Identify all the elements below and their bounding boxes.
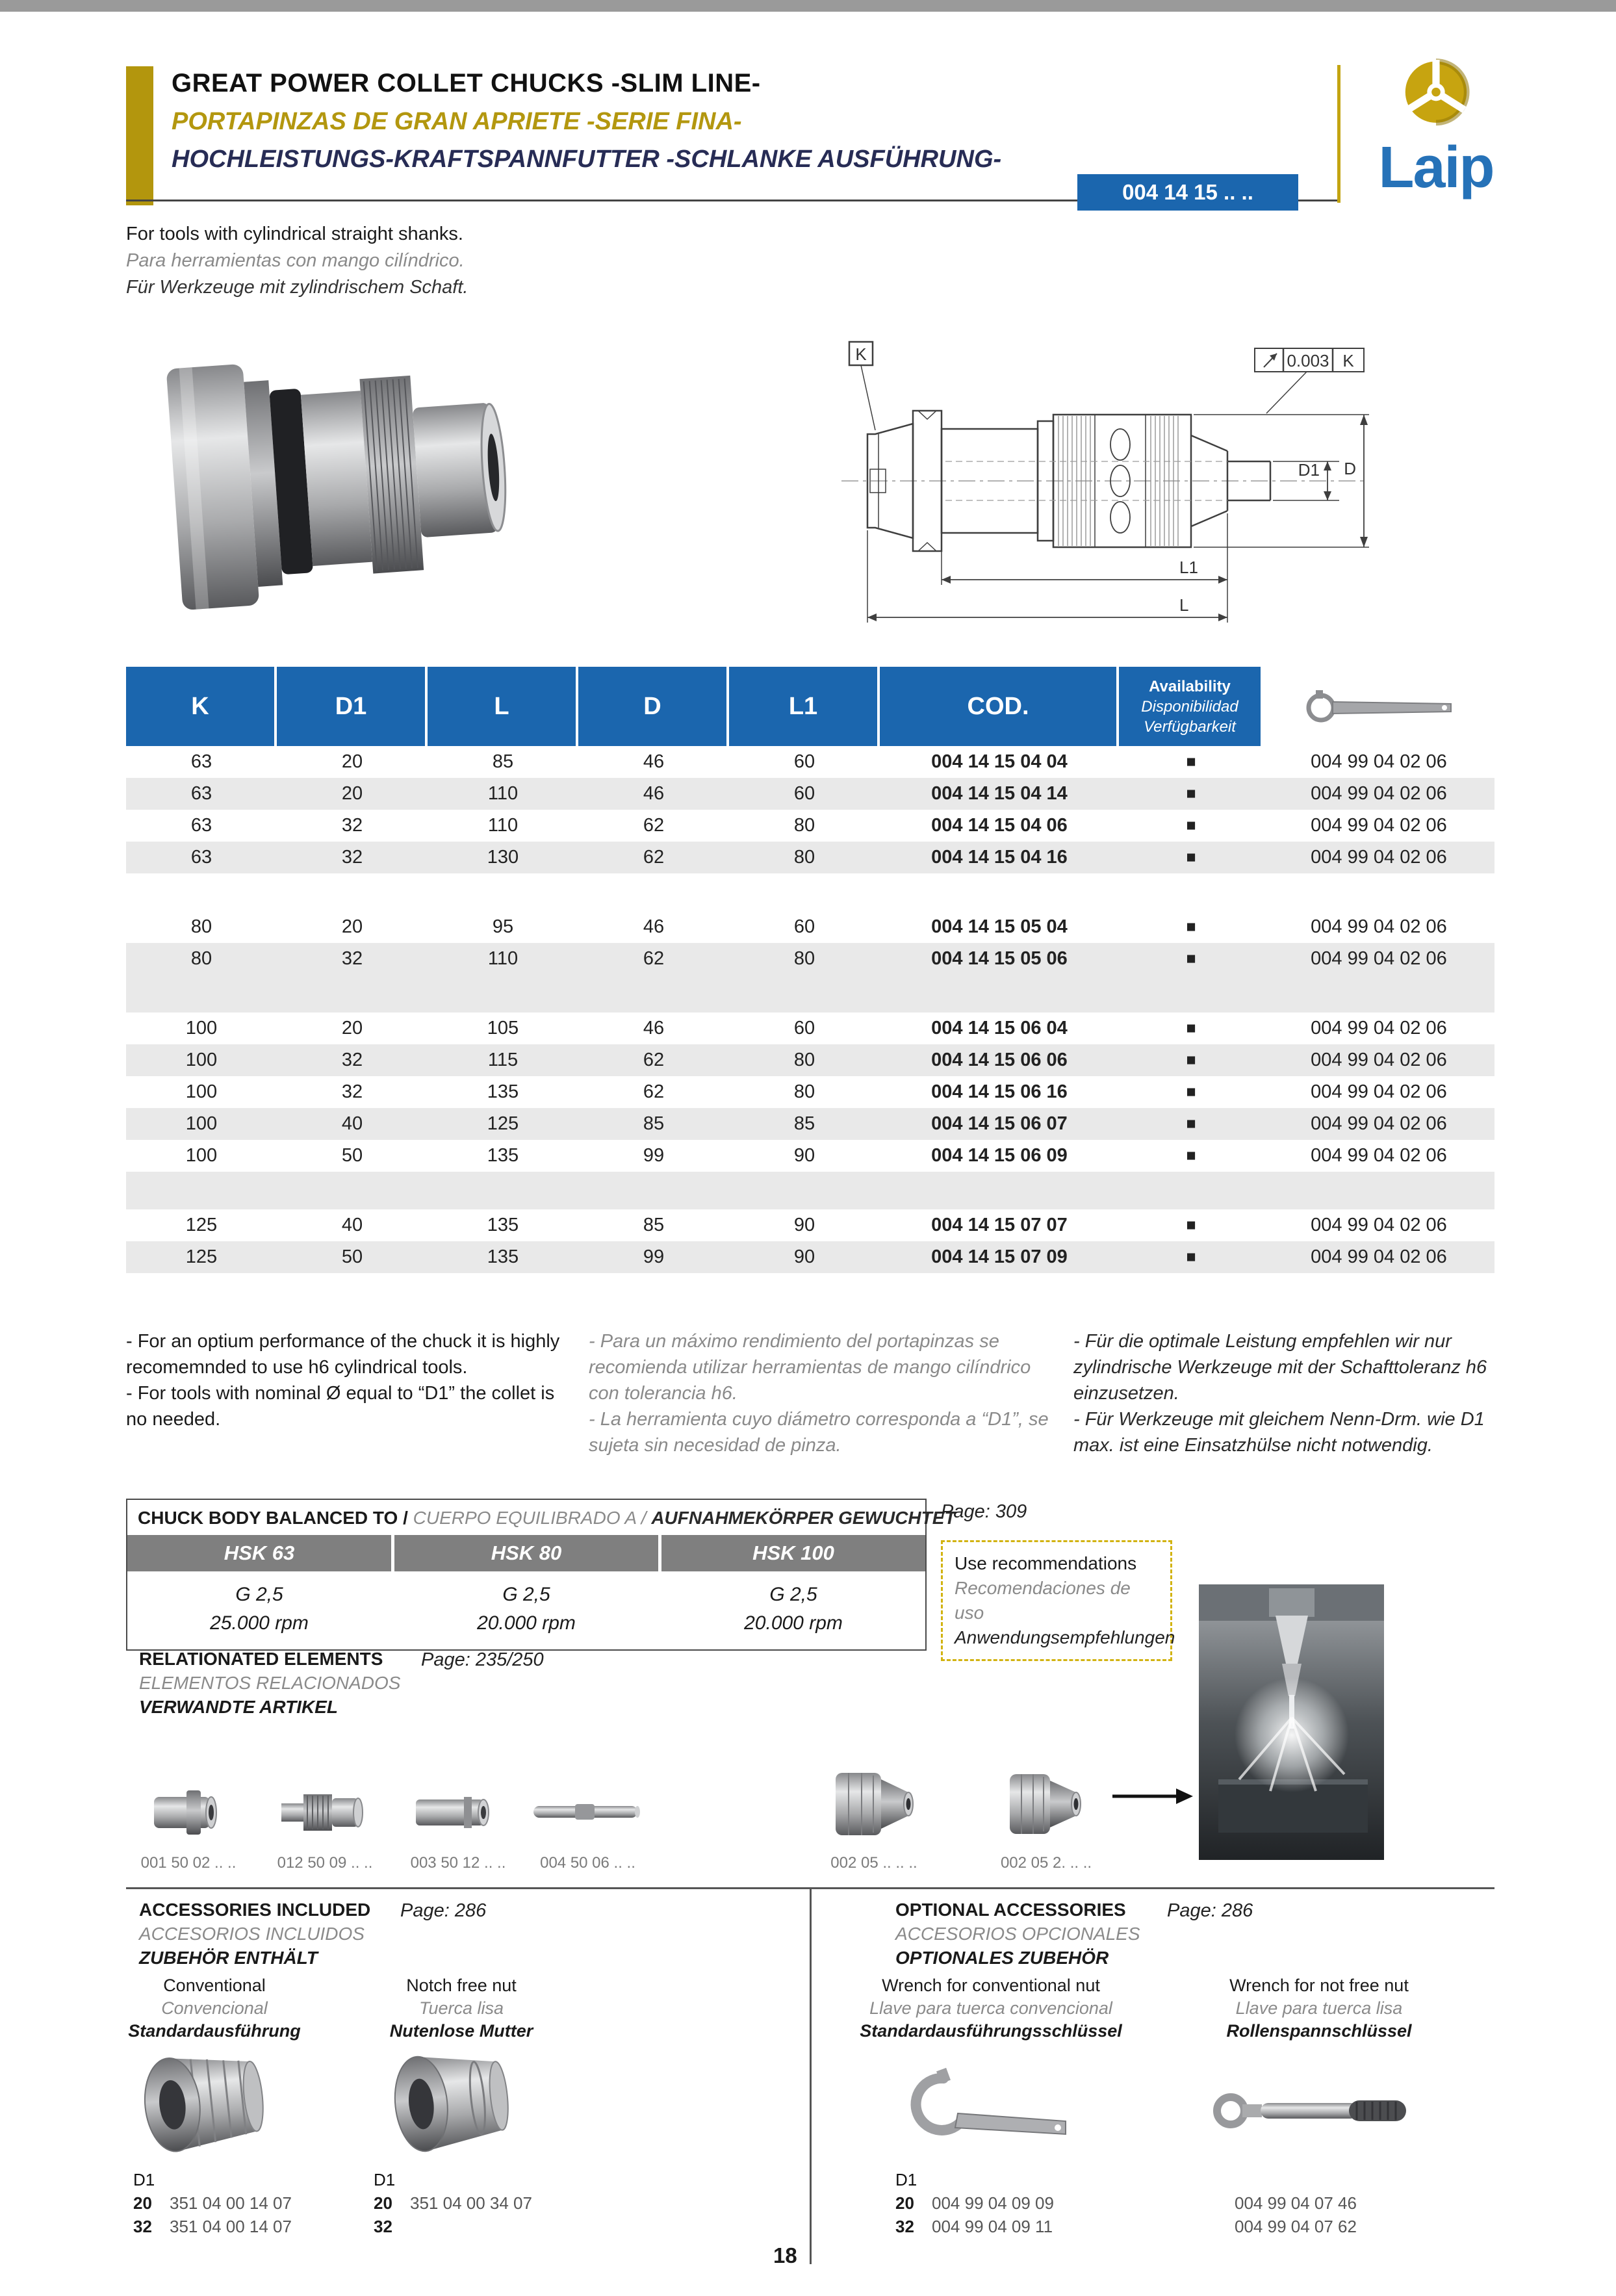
arrow-right-icon [1112,1783,1193,1812]
svg-text:0.003: 0.003 [1287,351,1329,370]
cell-wrench-code: 004 99 04 02 06 [1311,1050,1447,1070]
balanced-col-hsk100: HSK 100 G 2,5 20.000 rpm [661,1535,925,1649]
cell-d: 46 [643,1018,665,1038]
balanced-columns [127,1535,925,1649]
page-number: 18 [773,2243,797,2267]
cell-l1: 90 [793,1215,815,1235]
cell-d1: 20 [341,1018,363,1038]
table-row [126,1172,1494,1209]
page-ref-309: Page: 309 [941,1501,1027,1522]
cell-l1: 80 [793,1081,815,1102]
availability-marker: ■ [1186,949,1196,968]
cell-d [578,873,729,911]
cell-cod: 004 14 15 04 04 [931,751,1068,772]
cell-d1: 32 [341,847,363,868]
table-header-row [126,667,1494,746]
svg-text:D1: D1 [1298,460,1320,480]
cell-wrench-code: 004 99 04 02 06 [1311,1246,1447,1267]
related-item-image [812,1738,936,1845]
header-accent-bar [126,66,153,205]
product-photo [149,316,526,644]
cell-d1: 50 [341,1145,363,1166]
cell-k: 100 [185,1018,218,1038]
note-es: - Para un máximo rendimiento del portapinzas se recomienda utilizar herramientas de mango cilíndrico con tolerancia h6. - La herramienta cuyo diámetro corresponda a “D1”, se sujeta sin necesidad de pinza. [589,1331,1049,1456]
cell-l: 110 [487,948,519,969]
page-title-de: HOCHLEISTUNGS-KRAFTSPANNFUTTER -SCHLANKE AUSFÜHRUNG- [172,146,1002,173]
page-ref-286-left: Page: 286 [400,1900,487,1921]
cell-d1: 32 [341,948,363,969]
cell-d: 46 [643,783,665,804]
cell-d: 85 [643,1215,665,1235]
cell-k: 80 [190,916,212,937]
cell-cod: 004 14 15 07 09 [931,1246,1068,1267]
laip-logo-text: Laip [1378,135,1494,200]
page-title-es: PORTAPINZAS DE GRAN APRIETE -SERIE FINA- [172,108,742,135]
cell-cod: 004 14 15 06 16 [931,1081,1068,1102]
cell-l1: 80 [793,948,815,969]
cell-d1: 32 [341,1081,363,1102]
table-row [126,1209,1494,1241]
availability-marker: ■ [1186,1115,1196,1133]
accessories-title: ACCESSORIES INCLUDED ACCESORIOS INCLUIDOS ZUBEHÖR ENTHÄLT [139,1900,371,1968]
cell-d: 85 [643,1113,665,1134]
availability-marker [1119,1172,1263,1209]
cell-l: 135 [487,1081,519,1102]
related-item-image [984,1738,1108,1845]
cell-k: 63 [190,751,212,772]
table-row [126,1076,1494,1108]
cell-wrench-code [1263,975,1494,1013]
hook-wrench-image [910,2059,1085,2160]
related-item-image [136,1738,240,1845]
pin-wrench-image [1209,2075,1410,2150]
cell-l1: 60 [793,783,815,804]
optional-title: OPTIONAL ACCESSORIES ACCESORIOS OPCIONALES OPTIONALES ZUBEHÖR [895,1900,1140,1968]
availability-marker: ■ [1186,848,1196,866]
page-ref-235: Page: 235/250 [421,1649,544,1670]
svg-text:K: K [1342,351,1354,370]
header-l: L [428,667,578,746]
cell-wrench-code: 004 99 04 02 06 [1311,1113,1447,1134]
availability-marker: ■ [1186,784,1196,803]
related-title: RELATIONATED ELEMENTS ELEMENTOS RELACIONADOS VERWANDTE ARTIKEL [139,1649,401,1717]
table-row [126,1241,1494,1273]
table-row [126,1044,1494,1076]
related-item-image [528,1738,648,1845]
cell-d1: 20 [341,751,363,772]
cell-l: 95 [492,916,514,937]
conventional-nut-image [133,2041,296,2164]
cell-cod: 004 14 15 06 09 [931,1145,1068,1166]
balanced-col-hsk80: HSK 80 G 2,5 20.000 rpm [394,1535,658,1649]
cell-d1: 40 [341,1215,363,1235]
cell-k: 100 [185,1081,218,1102]
cell-d1: 50 [341,1246,363,1267]
cell-l: 130 [487,847,519,868]
cell-wrench-code: 004 99 04 02 06 [1311,751,1447,772]
cell-l1 [729,1172,880,1209]
cell-k: 63 [190,815,212,836]
availability-marker: ■ [1186,918,1196,936]
cell-wrench-code: 004 99 04 02 06 [1311,1018,1447,1038]
availability-marker: ■ [1186,1146,1196,1165]
availability-marker: ■ [1186,1248,1196,1266]
cell-wrench-code [1263,873,1494,911]
intro-en: For tools with cylindrical straight shanks. [126,224,463,244]
table-row [126,778,1494,810]
cell-cod: 004 14 15 05 04 [931,916,1068,937]
table-row [126,911,1494,943]
cell-k: 100 [185,1050,218,1070]
svg-text:K: K [855,344,867,364]
notchfree-nut-image [383,2038,539,2165]
header-k: K [126,667,277,746]
cell-d1: 32 [341,1050,363,1070]
cell-cod: 004 14 15 06 06 [931,1050,1068,1070]
notchfree-nut-codes: D1 20 351 04 00 34 07 32 [374,2170,532,2236]
availability-marker [1119,975,1263,1013]
cell-k [126,975,277,1013]
cell-l1: 80 [793,1050,815,1070]
cell-l1: 60 [793,1018,815,1038]
cell-wrench-code: 004 99 04 02 06 [1311,1215,1447,1235]
cell-wrench-code: 004 99 04 02 06 [1311,1145,1447,1166]
use-recommendations: Use recommendations Recomendaciones de uso Anwendungsempfehlungen [941,1540,1172,1661]
table-row [126,1108,1494,1140]
table-row [126,1140,1494,1172]
cell-wrench-code: 004 99 04 02 06 [1311,916,1447,937]
table-row [126,975,1494,1013]
cell-l: 125 [487,1113,519,1134]
related-item: 002 05 2. .. .. [984,1738,1108,1872]
cell-d: 99 [643,1246,665,1267]
cell-k: 80 [190,948,212,969]
note-en: - For an optium performance of the chuck it is highly recomemnded to use h6 cylindrical tools. - For tools with nominal Ø equal to “D1” the collet is no needed. [126,1331,560,1430]
laip-logo [1358,53,1514,200]
cell-d: 46 [643,916,665,937]
cell-l1: 85 [793,1113,815,1134]
cell-k [126,1172,277,1209]
table-row [126,842,1494,873]
cell-d: 62 [643,948,665,969]
cell-l1: 80 [793,847,815,868]
svg-text:D: D [1344,459,1356,478]
cell-cod: 004 14 15 07 07 [931,1215,1068,1235]
table-row [126,746,1494,778]
cell-wrench-code: 004 99 04 02 06 [1311,1081,1447,1102]
cell-d [578,1172,729,1209]
cell-k: 100 [185,1145,218,1166]
cell-wrench-code [1263,1172,1494,1209]
conventional-nut-codes: D1 20 351 04 00 14 07 32 351 04 00 14 07 [133,2170,292,2236]
cell-l [428,975,578,1013]
intro-block [126,221,468,301]
machining-photo [1199,1584,1384,1860]
intro-es: Para herramientas con mango cilíndrico. [126,250,465,271]
optional-name-hook-wrench: Wrench for conventional nut Llave para tuerca convencional Standardausführungsschlüssel [860,1976,1122,2041]
cell-wrench-code: 004 99 04 02 06 [1311,847,1447,868]
cell-l1: 90 [793,1246,815,1267]
cell-cod: 004 14 15 04 06 [931,815,1068,836]
cell-k: 63 [190,847,212,868]
hook-spanner-icon [1298,684,1460,729]
cell-l1: 60 [793,916,815,937]
header-d: D [578,667,729,746]
cell-l1: 60 [793,751,815,772]
header-availability: Availability Disponibilidad Verfügbarkeit [1119,667,1263,746]
cell-d: 99 [643,1145,665,1166]
cell-d [578,975,729,1013]
cell-cod: 004 14 15 05 06 [931,948,1068,969]
header-l1: L1 [729,667,880,746]
cell-l: 115 [487,1050,519,1070]
hook-wrench-codes: D1 20 004 99 04 09 09 32 004 99 04 09 11 [895,2170,1054,2236]
note-de: - Für die optimale Leistung empfehlen wir nur zylindrische Werkzeuge mit der Schafttoleranz h6 einzusetzen. - Für Werkzeuge mit gleichem Nenn-Drm. wie D1 max. ist eine Einsatzhülse nicht notwendig. [1073,1331,1487,1456]
cell-l: 105 [487,1018,519,1038]
cell-l: 135 [487,1215,519,1235]
cell-d1 [277,1172,428,1209]
cell-d1: 40 [341,1113,363,1134]
cell-d1 [277,975,428,1013]
header-cod: COD. [880,667,1119,746]
svg-text:L: L [1179,595,1189,615]
header-wrench [1263,667,1494,746]
cell-l1 [729,975,880,1013]
catalog-page [0,12,1616,2296]
dimensions-table [126,667,1494,1273]
availability-marker: ■ [1186,816,1196,834]
availability-marker: ■ [1186,753,1196,771]
cell-d: 62 [643,815,665,836]
page-title-en: GREAT POWER COLLET CHUCKS -SLIM LINE- [172,69,761,97]
availability-marker [1119,873,1263,911]
table-row [126,810,1494,842]
cell-l1 [729,873,880,911]
cell-d: 62 [643,847,665,868]
bottom-divider-vertical [810,1887,812,2264]
related-item: 012 50 09 .. .. [266,1738,383,1872]
cell-l: 85 [492,751,514,772]
laip-logo-icon [1387,53,1485,136]
availability-marker: ■ [1186,1216,1196,1234]
cell-d: 46 [643,751,665,772]
cell-wrench-code: 004 99 04 02 06 [1311,815,1447,836]
cell-cod: 004 14 15 04 16 [931,847,1068,868]
related-item: 003 50 12 .. .. [403,1738,513,1872]
cell-k: 125 [185,1215,218,1235]
cell-cod: 004 14 15 04 14 [931,783,1068,804]
cell-k: 125 [185,1246,218,1267]
cell-cod [880,873,1119,911]
table-row [126,1013,1494,1044]
balanced-section [126,1499,956,1651]
related-item-image [403,1738,513,1845]
availability-marker: ■ [1186,1083,1196,1101]
cell-d1: 32 [341,815,363,836]
cell-l: 135 [487,1246,519,1267]
availability-marker: ■ [1186,1019,1196,1037]
accessory-name-conventional: Conventional Convencional Standardausführung [128,1976,301,2041]
cell-l1: 80 [793,815,815,836]
related-item: 004 50 06 .. .. [528,1738,648,1872]
availability-marker: ■ [1186,1051,1196,1069]
logo-separator-line [1337,65,1340,203]
related-item: 002 05 .. .. .. [812,1738,936,1872]
cell-k: 63 [190,783,212,804]
cell-cod [880,1172,1119,1209]
cell-cod [880,975,1119,1013]
technical-drawing [815,305,1374,660]
cell-wrench-code: 004 99 04 02 06 [1311,783,1447,804]
cell-wrench-code: 004 99 04 02 06 [1311,948,1447,969]
balanced-title: CHUCK BODY BALANCED TO / CUERPO EQUILIBRADO A / AUFNAHMEKÖRPER GEWUCHTET [138,1508,956,1528]
svg-text:L1: L1 [1179,558,1198,577]
cell-d1: 20 [341,916,363,937]
optional-name-pin-wrench: Wrench for not free nut Llave para tuerca lisa Rollenspannschlüssel [1226,1976,1412,2041]
accessory-name-notchfree: Notch free nut Tuerca lisa Nutenlose Mutter [389,1976,533,2041]
cell-l [428,1172,578,1209]
cell-d: 62 [643,1081,665,1102]
cell-l1: 90 [793,1145,815,1166]
related-item-image [266,1738,383,1845]
balanced-col-hsk63: HSK 63 G 2,5 25.000 rpm [127,1535,391,1649]
cell-k: 100 [185,1113,218,1134]
page-ref-286-right: Page: 286 [1167,1900,1253,1921]
related-item: 001 50 02 .. .. [136,1738,240,1872]
cell-cod: 004 14 15 06 04 [931,1018,1068,1038]
cell-l: 110 [487,815,519,836]
cell-k [126,873,277,911]
cell-d1 [277,873,428,911]
cell-l: 110 [487,783,519,804]
cell-d: 62 [643,1050,665,1070]
intro-de: Für Werkzeuge mit zylindrischem Schaft. [126,277,468,298]
table-row [126,873,1494,911]
table-body [126,746,1494,1273]
cell-l: 135 [487,1145,519,1166]
pin-wrench-codes: 004 99 04 07 46 004 99 04 07 62 [1235,2193,1357,2236]
series-code-badge: 004 14 15 .. .. [1077,174,1298,211]
cell-l [428,873,578,911]
cell-d1: 20 [341,783,363,804]
cell-cod: 004 14 15 06 07 [931,1113,1068,1134]
table-row [126,943,1494,975]
header-d1: D1 [277,667,428,746]
